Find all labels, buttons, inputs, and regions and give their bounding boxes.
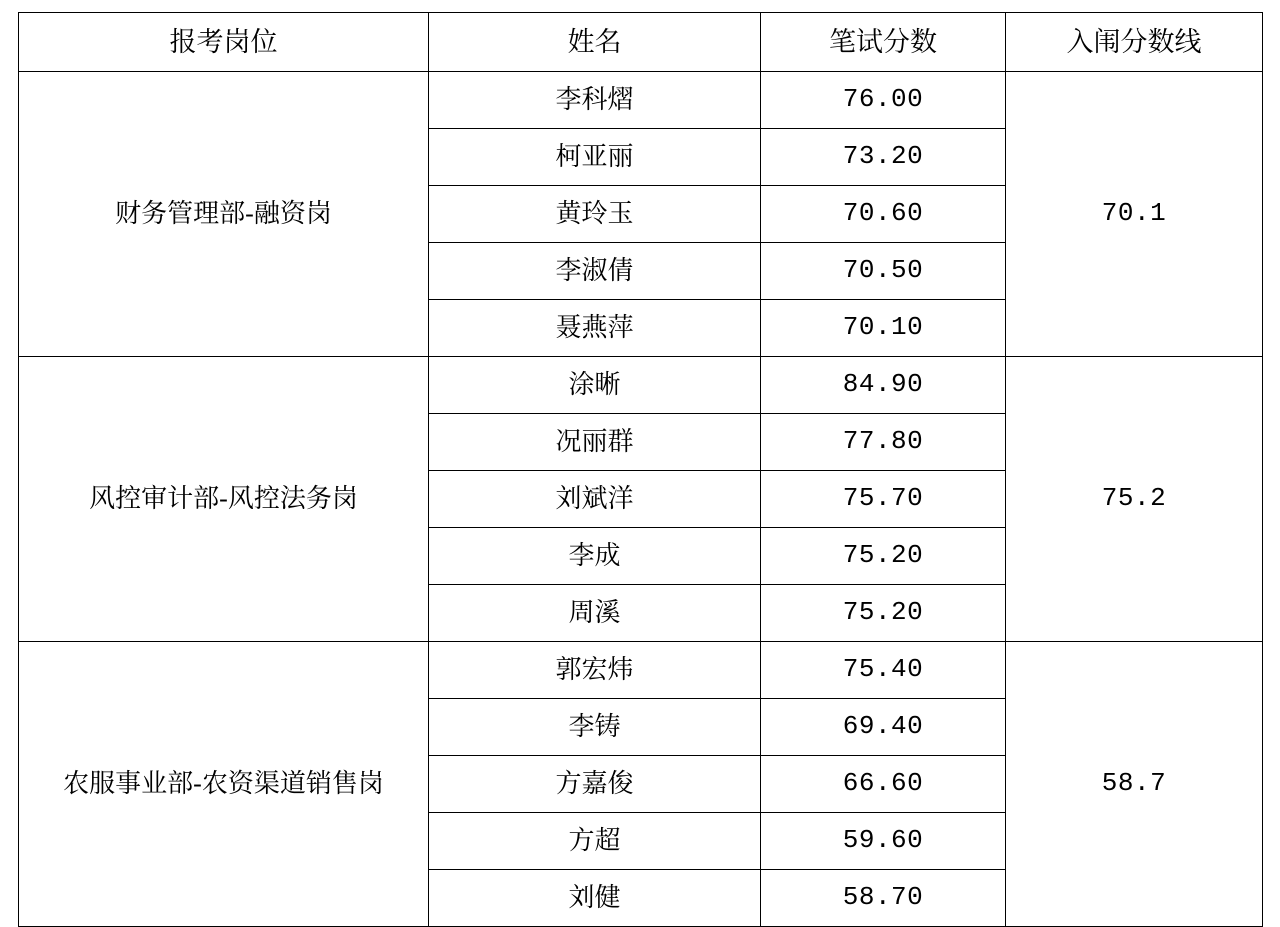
post-cell: 农服事业部-农资渠道销售岗 xyxy=(19,642,429,927)
cutoff-cell: 58.7 xyxy=(1006,642,1263,927)
name-cell: 李淑倩 xyxy=(429,243,761,300)
name-cell: 李成 xyxy=(429,528,761,585)
cutoff-cell: 75.2 xyxy=(1006,357,1263,642)
column-header-post: 报考岗位 xyxy=(19,13,429,72)
name-cell: 况丽群 xyxy=(429,414,761,471)
score-cell: 76.00 xyxy=(761,72,1006,129)
score-cell: 58.70 xyxy=(761,870,1006,927)
name-cell: 柯亚丽 xyxy=(429,129,761,186)
name-cell: 郭宏炜 xyxy=(429,642,761,699)
name-cell: 李铸 xyxy=(429,699,761,756)
exam-score-table xyxy=(18,12,1263,927)
name-cell: 周溪 xyxy=(429,585,761,642)
table-row xyxy=(19,72,1263,129)
cutoff-cell: 70.1 xyxy=(1006,72,1263,357)
name-cell: 方嘉俊 xyxy=(429,756,761,813)
post-cell: 财务管理部-融资岗 xyxy=(19,72,429,357)
column-header-written-score: 笔试分数 xyxy=(761,13,1006,72)
column-header-name: 姓名 xyxy=(429,13,761,72)
score-cell: 69.40 xyxy=(761,699,1006,756)
name-cell: 聂燕萍 xyxy=(429,300,761,357)
column-header-cutoff-score: 入闱分数线 xyxy=(1006,13,1263,72)
post-cell: 风控审计部-风控法务岗 xyxy=(19,357,429,642)
table-header xyxy=(19,13,1263,72)
name-cell: 刘斌洋 xyxy=(429,471,761,528)
score-cell: 75.40 xyxy=(761,642,1006,699)
name-cell: 涂晰 xyxy=(429,357,761,414)
score-cell: 75.70 xyxy=(761,471,1006,528)
score-cell: 75.20 xyxy=(761,585,1006,642)
name-cell: 刘健 xyxy=(429,870,761,927)
score-cell: 75.20 xyxy=(761,528,1006,585)
score-cell: 59.60 xyxy=(761,813,1006,870)
score-cell: 77.80 xyxy=(761,414,1006,471)
table-row xyxy=(19,357,1263,414)
name-cell: 黄玲玉 xyxy=(429,186,761,243)
score-cell: 66.60 xyxy=(761,756,1006,813)
score-cell: 73.20 xyxy=(761,129,1006,186)
score-cell: 70.60 xyxy=(761,186,1006,243)
name-cell: 李科熠 xyxy=(429,72,761,129)
score-cell: 84.90 xyxy=(761,357,1006,414)
score-cell: 70.10 xyxy=(761,300,1006,357)
table-row xyxy=(19,642,1263,699)
score-cell: 70.50 xyxy=(761,243,1006,300)
name-cell: 方超 xyxy=(429,813,761,870)
table-header-row xyxy=(19,13,1263,72)
table-body xyxy=(19,72,1263,927)
